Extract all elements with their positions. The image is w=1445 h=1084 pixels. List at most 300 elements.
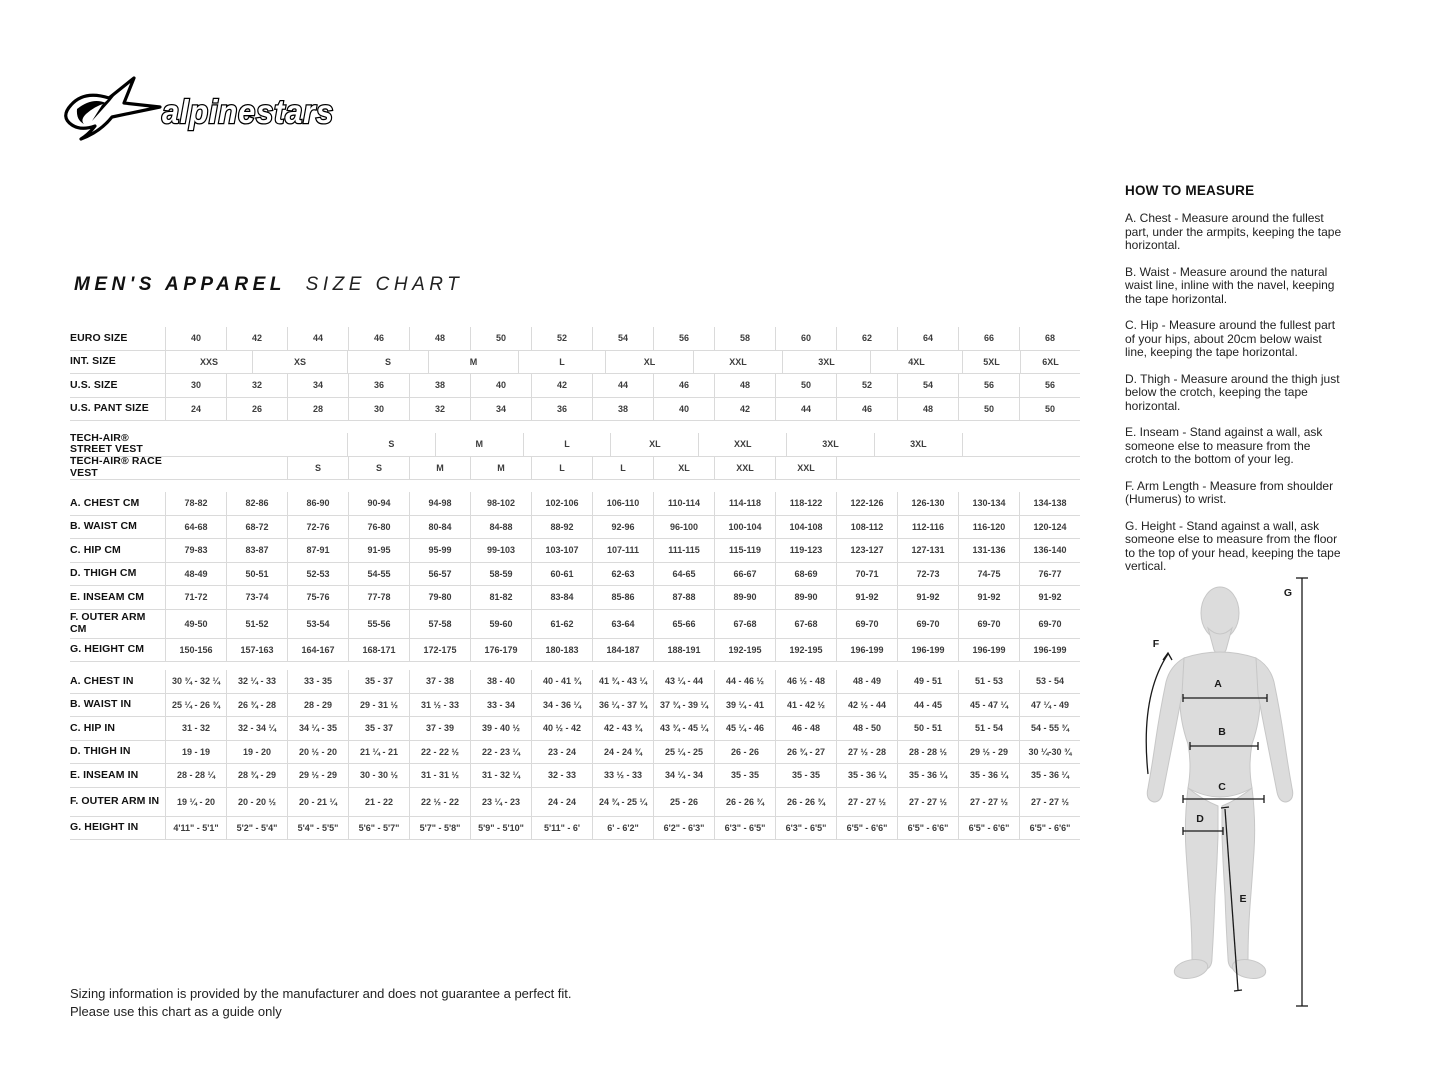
table-cell: 24 [165,398,226,421]
table-cell: 21 ¼ - 21 [348,741,409,764]
table-cell: 34 - 36 ¼ [531,694,592,717]
table-row [70,516,1080,540]
table-cell: 106-110 [592,492,653,515]
table-cell: 114-118 [714,492,775,515]
table-cell: 61-62 [531,610,592,638]
table-cell: 41 - 42 ½ [775,694,836,717]
table-cell: 27 - 27 ½ [958,788,1019,816]
empty-cell [962,433,1080,456]
table-cell: 65-66 [653,610,714,638]
table-row [70,586,1080,610]
table-cell: 184-187 [592,639,653,662]
table-cell: 30 - 30 ½ [348,764,409,787]
table-cell: 41 ¾ - 43 ¼ [592,670,653,693]
table-cell: 40 [470,374,531,397]
table-cell: M [409,457,470,480]
table-cell: 46 [348,327,409,350]
table-cell: 27 - 27 ½ [836,788,897,816]
table-cell: 28 ¾ - 29 [226,764,287,787]
row-label: EURO SIZE [70,331,128,344]
table-cell: 48 [897,398,958,421]
table-cell: 24 - 24 ¾ [592,741,653,764]
table-cell: 50-51 [226,563,287,586]
table-cell: 29 ½ - 29 [287,764,348,787]
table-cell: 196-199 [836,639,897,662]
table-cell: 35 - 37 [348,717,409,740]
table-cell: 111-115 [653,539,714,562]
table-cell: 27 - 27 ½ [897,788,958,816]
size-table [70,327,1080,840]
table-cell: 5'9" - 5'10" [470,817,531,840]
table-cell: 24 - 24 [531,788,592,816]
table-cell: 5XL [962,351,1020,374]
table-cell: 176-179 [470,639,531,662]
how-to-measure-heading: HOW TO MEASURE [1125,183,1255,198]
table-cell: 54 - 55 ¾ [1019,717,1080,740]
table-cell: 79-80 [409,586,470,609]
row-label: G. HEIGHT IN [70,821,139,833]
table-cell: 131-136 [958,539,1019,562]
table-section-in [70,670,1080,840]
table-section-cm [70,492,1080,662]
table-row [70,741,1080,765]
table-cell: 134-138 [1019,492,1080,515]
table-cell: 34 [287,374,348,397]
table-cell: 37 ¾ - 39 ¼ [653,694,714,717]
table-cell: 103-107 [531,539,592,562]
table-cell: 110-114 [653,492,714,515]
row-label: U.S. SIZE [70,378,118,391]
table-cell: 60-61 [531,563,592,586]
table-cell: 31 - 31 ½ [409,764,470,787]
table-cell: 69-70 [836,610,897,638]
table-cell: 70-71 [836,563,897,586]
table-row [70,694,1080,718]
table-cell: 6'5" - 6'6" [897,817,958,840]
table-cell: 19 ¼ - 20 [165,788,226,816]
table-cell: 107-111 [592,539,653,562]
table-cell: M [435,433,523,456]
label-e: E [1239,893,1247,905]
table-cell: 42 [226,327,287,350]
table-cell: 90-94 [348,492,409,515]
table-cell: 28 - 28 ¼ [165,764,226,787]
table-cell: 192-195 [775,639,836,662]
table-cell: 60 [775,327,836,350]
table-cell: 49 - 51 [897,670,958,693]
table-cell: 66 [958,327,1019,350]
table-cell: 64-68 [165,516,226,539]
table-cell: 79-83 [165,539,226,562]
table-cell: 180-183 [531,639,592,662]
table-cell: 50 [958,398,1019,421]
table-cell: 168-171 [348,639,409,662]
row-label: F. OUTER ARM CM [70,611,146,635]
table-cell: 87-88 [653,586,714,609]
table-cell: 45 ¼ - 46 [714,717,775,740]
body-diagram-graphic [1128,566,1445,1028]
table-cell: 48 - 50 [836,717,897,740]
row-label: E. INSEAM CM [70,590,145,603]
table-cell: 50 [1019,398,1080,421]
measure-instruction-chest: A. Chest - Measure around the fullest part, under the armpits, keeping the tape horizontal. [1125,211,1342,252]
table-row [70,817,1080,841]
table-cell: 100-104 [714,516,775,539]
table-cell: 25 ¼ - 25 [653,741,714,764]
table-cell: XS [252,351,347,374]
table-cell: L [592,457,653,480]
table-cell: 28 - 29 [287,694,348,717]
table-cell: 56-57 [409,563,470,586]
table-cell: 69-70 [958,610,1019,638]
table-cell: 66-67 [714,563,775,586]
alpinestars-logo [62,76,342,142]
table-cell: 6XL [1020,351,1080,374]
alpinestars-logo-graphic [62,76,342,142]
row-label: D. THIGH IN [70,745,131,757]
table-cell: 123-127 [836,539,897,562]
table-cell: 42 [531,374,592,397]
table-cell: 50 [470,327,531,350]
table-cell: 20 - 20 ½ [226,788,287,816]
table-cell: 77-78 [348,586,409,609]
table-cell: 196-199 [897,639,958,662]
measure-instruction-thigh: D. Thigh - Measure around the thigh just below the crotch, keeping the tape horizontal. [1125,371,1340,413]
table-cell: 40 [653,398,714,421]
alpinestars-wordmark: alpinestars [162,93,334,130]
table-cell: 34 ¼ - 34 [653,764,714,787]
table-cell: 188-191 [653,639,714,662]
table-cell: 126-130 [897,492,958,515]
table-cell: 69-70 [897,610,958,638]
table-cell: 58 [714,327,775,350]
table-cell: 62-63 [592,563,653,586]
table-cell: 42 ½ - 44 [836,694,897,717]
table-cell: 26 ¾ - 28 [226,694,287,717]
table-row [70,539,1080,563]
table-cell: 84-88 [470,516,531,539]
table-cell: 35 - 37 [348,670,409,693]
table-cell: 119-123 [775,539,836,562]
table-cell: 46 - 48 [775,717,836,740]
table-cell: 23 - 24 [531,741,592,764]
table-cell: 44 [592,374,653,397]
page-title [74,274,463,296]
table-cell: XXL [693,351,782,374]
table-cell: XL [653,457,714,480]
table-cell: 5'4" - 5'5" [287,817,348,840]
row-label: C. HIP IN [70,721,116,734]
table-cell: 6' - 6'2" [592,817,653,840]
table-cell: 91-95 [348,539,409,562]
table-cell: 33 ½ - 33 [592,764,653,787]
table-row [70,764,1080,788]
empty-cell [165,433,347,456]
row-label: B. WAIST CM [70,520,138,532]
table-cell: 50 [775,374,836,397]
table-cell: 4'11" - 5'1" [165,817,226,840]
table-cell: 157-163 [226,639,287,662]
table-cell: 88-92 [531,516,592,539]
table-cell: 44 [775,398,836,421]
table-cell: 48-49 [165,563,226,586]
label-c: C [1218,781,1226,793]
table-cell: 28 [287,398,348,421]
table-cell: 45 - 47 ¼ [958,694,1019,717]
table-cell: 94-98 [409,492,470,515]
table-cell: 19 - 20 [226,741,287,764]
table-cell: 43 ¾ - 45 ¼ [653,717,714,740]
disclaimer-line-1: Sizing information is provided by the manufacturer and does not guarantee a perfect fit. [70,986,572,1001]
table-cell: 36 ¼ - 37 ¾ [592,694,653,717]
table-cell: 32 - 34 ¼ [226,717,287,740]
table-cell: 83-87 [226,539,287,562]
table-cell: 35 - 36 ¼ [897,764,958,787]
table-cell: 38 [592,398,653,421]
table-cell: XL [605,351,693,374]
table-cell: 26 - 26 ¾ [714,788,775,816]
table-row [70,492,1080,516]
table-cell: L [523,433,611,456]
table-cell: 30 [348,398,409,421]
table-cell: 68-69 [775,563,836,586]
table-cell: 91-92 [897,586,958,609]
table-cell: 29 - 31 ½ [348,694,409,717]
table-cell: 196-199 [1019,639,1080,662]
table-cell: 51 - 53 [958,670,1019,693]
table-cell: 64 [897,327,958,350]
table-cell: 89-90 [714,586,775,609]
table-cell: 22 ½ - 22 [409,788,470,816]
table-cell: 20 - 21 ¼ [287,788,348,816]
table-cell: 54-55 [348,563,409,586]
table-cell: 136-140 [1019,539,1080,562]
table-cell: 53-54 [287,610,348,638]
table-cell: 57-58 [409,610,470,638]
table-cell: 5'6" - 5'7" [348,817,409,840]
table-cell: 6'2" - 6'3" [653,817,714,840]
table-cell: L [518,351,605,374]
table-cell: 67-68 [775,610,836,638]
table-cell: 37 - 39 [409,717,470,740]
table-cell: 89-90 [775,586,836,609]
table-cell: 44 [287,327,348,350]
table-cell: 36 [531,398,592,421]
table-cell: 67-68 [714,610,775,638]
table-cell: S [287,457,348,480]
table-cell: 30 [165,374,226,397]
row-label: E. INSEAM IN [70,768,139,781]
row-label: INT. SIZE [70,355,116,367]
table-cell: 21 - 22 [348,788,409,816]
table-cell: 25 - 26 [653,788,714,816]
row-label: G. HEIGHT CM [70,643,145,655]
table-cell: 51-52 [226,610,287,638]
label-g: G [1283,587,1292,599]
table-cell: 49-50 [165,610,226,638]
table-cell: 52 [836,374,897,397]
table-cell: 32 [409,398,470,421]
table-cell: 22 - 23 ¼ [470,741,531,764]
table-cell: 95-99 [409,539,470,562]
table-cell: 120-124 [1019,516,1080,539]
table-cell: 78-82 [165,492,226,515]
table-cell: 20 ½ - 20 [287,741,348,764]
alpinestars-star-icon [66,78,160,139]
table-cell: 37 - 38 [409,670,470,693]
table-cell: 35 - 36 ¼ [958,764,1019,787]
table-cell: 76-77 [1019,563,1080,586]
table-cell: 54 [592,327,653,350]
table-cell: 30 ¾ - 32 ¼ [165,670,226,693]
table-cell: 99-103 [470,539,531,562]
table-cell: 42 [714,398,775,421]
table-cell: 5'2" - 5'4" [226,817,287,840]
table-cell: 56 [653,327,714,350]
table-row [70,639,1080,663]
page-title-main: MEN'S APPAREL [74,274,286,295]
table-cell: 127-131 [897,539,958,562]
table-cell: 46 [653,374,714,397]
table-cell: 48 - 49 [836,670,897,693]
row-label: TECH-AIR® STREET VEST [70,431,143,456]
measure-instruction-height: G. Height - Stand against a wall, ask someone else to measure from the floor to the top of your head, keeping the tape vertical. [1125,518,1341,573]
disclaimer [70,985,572,1020]
table-cell: 91-92 [1019,586,1080,609]
table-row [70,457,1080,481]
table-cell: 28 - 28 ½ [897,741,958,764]
table-row [70,717,1080,741]
table-cell: 40 - 41 ¾ [531,670,592,693]
table-cell: 3XL [786,433,874,456]
table-cell: 91-92 [958,586,1019,609]
table-row [70,351,1080,375]
table-cell: 115-119 [714,539,775,562]
table-cell: XXL [714,457,775,480]
empty-cell [836,457,1080,480]
row-label: F. OUTER ARM IN [70,794,160,807]
table-row [70,433,1080,457]
table-cell: 44 - 45 [897,694,958,717]
table-cell: 172-175 [409,639,470,662]
table-cell: 108-112 [836,516,897,539]
table-cell: 118-122 [775,492,836,515]
table-cell: 81-82 [470,586,531,609]
table-cell: 56 [958,374,1019,397]
table-cell: 76-80 [348,516,409,539]
table-cell: 34 ¼ - 35 [287,717,348,740]
table-cell: L [531,457,592,480]
table-row [70,327,1080,351]
row-label: B. WAIST IN [70,698,132,710]
table-cell: 6'3" - 6'5" [714,817,775,840]
table-cell: M [470,457,531,480]
disclaimer-line-2: Please use this chart as a guide only [70,1003,282,1019]
table-cell: 48 [714,374,775,397]
table-cell: 23 ¼ - 23 [470,788,531,816]
table-cell: M [428,351,518,374]
table-cell: 47 ¼ - 49 [1019,694,1080,717]
label-b: B [1218,726,1226,738]
table-cell: 82-86 [226,492,287,515]
table-cell: 55-56 [348,610,409,638]
table-section-sizes [70,327,1080,421]
table-cell: S [347,351,428,374]
table-cell: 122-126 [836,492,897,515]
table-cell: 42 - 43 ¾ [592,717,653,740]
table-cell: 104-108 [775,516,836,539]
table-cell: 74-75 [958,563,1019,586]
table-cell: 31 - 32 ¼ [470,764,531,787]
table-cell: 31 ½ - 33 [409,694,470,717]
table-cell: 64-65 [653,563,714,586]
table-cell: 68 [1019,327,1080,350]
table-row [70,563,1080,587]
table-cell: XXL [775,457,836,480]
table-cell: 39 ¼ - 41 [714,694,775,717]
table-cell: 164-167 [287,639,348,662]
table-cell: 6'5" - 6'6" [836,817,897,840]
table-cell: 59-60 [470,610,531,638]
table-cell: 38 [409,374,470,397]
table-cell: 22 - 22 ½ [409,741,470,764]
measure-instruction-hip: C. Hip - Measure around the fullest part of your hips, about 20cm below waist line, keeping the tape horizontal. [1125,318,1336,359]
table-cell: 32 ¼ - 33 [226,670,287,693]
table-cell: 196-199 [958,639,1019,662]
table-cell: 73-74 [226,586,287,609]
table-cell: 80-84 [409,516,470,539]
table-cell: 46 ½ - 48 [775,670,836,693]
table-cell: 72-73 [897,563,958,586]
table-cell: 52-53 [287,563,348,586]
table-cell: 40 [165,327,226,350]
table-cell: 38 - 40 [470,670,531,693]
table-cell: 19 - 19 [165,741,226,764]
table-cell: 35 - 36 ¼ [1019,764,1080,787]
label-a: A [1214,678,1222,690]
table-cell: 4XL [870,351,962,374]
table-cell: 96-100 [653,516,714,539]
table-cell: 26 - 26 [714,741,775,764]
table-cell: 72-76 [287,516,348,539]
how-to-measure-panel [1125,183,1345,587]
table-cell: 24 ¾ - 25 ¼ [592,788,653,816]
table-cell: 36 [348,374,409,397]
table-cell: 26 - 26 ¾ [775,788,836,816]
body-measurement-diagram [1128,566,1445,1033]
table-cell: XL [610,433,698,456]
table-cell: 33 - 34 [470,694,531,717]
table-cell: 35 - 35 [714,764,775,787]
table-cell: 35 - 36 ¼ [836,764,897,787]
table-row [70,610,1080,639]
table-cell: 46 [836,398,897,421]
table-cell: 32 - 33 [531,764,592,787]
row-label: A. CHEST IN [70,674,134,687]
table-cell: 51 - 54 [958,717,1019,740]
table-cell: 48 [409,327,470,350]
table-cell: 62 [836,327,897,350]
measure-instruction-arm: F. Arm Length - Measure from shoulder (Humerus) to wrist. [1125,478,1334,506]
table-cell: 112-116 [897,516,958,539]
table-cell: S [348,457,409,480]
table-cell: 116-120 [958,516,1019,539]
table-cell: 6'5" - 6'6" [1019,817,1080,840]
row-label: A. CHEST CM [70,496,140,509]
table-cell: 130-134 [958,492,1019,515]
table-cell: 192-195 [714,639,775,662]
table-cell: 39 - 40 ½ [470,717,531,740]
